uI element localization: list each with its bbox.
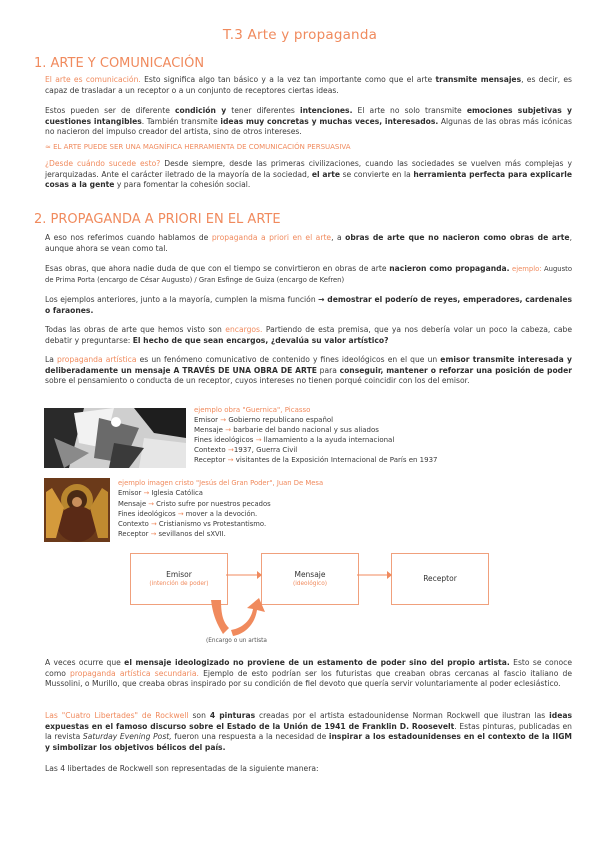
ex1-line — [194, 415, 437, 425]
ex1-line — [194, 455, 437, 465]
s1p2-a: Estos pueden ser de diferente — [45, 106, 175, 115]
ex1-key: Emisor — [194, 416, 221, 424]
s3p2-d: creadas por el artista estadounidense Norman Rockwell que ilustran las — [255, 711, 550, 720]
s3p1-c: Esto se conoce como — [45, 658, 572, 678]
s2p4-c: Partiendo de esta premisa, que ya nos debería volar un poco la cabeza, cabe debatir y preguntarse: — [45, 325, 572, 345]
s3-paragraph-3: Las 4 libertades de Rockwell son representadas de la siguiente manera: — [45, 764, 319, 773]
s1p1-a: El arte es comunicación. — [45, 75, 141, 84]
s2p5-f: conseguir, mantener o reforzar una posición de poder — [339, 365, 572, 375]
s1p4-f: y para fomentar la cohesión social. — [114, 180, 251, 190]
s2-paragraph-5 — [45, 355, 572, 387]
arrow-icon: → — [150, 530, 157, 539]
ex1-key: Fines ideológicos — [194, 436, 256, 444]
ex1-key: Receptor — [194, 456, 228, 464]
ex2-line — [118, 519, 323, 529]
arrow-icon: → — [227, 446, 234, 454]
page-title: T.3 Arte y propaganda — [222, 27, 378, 43]
s3p1-b: el mensaje ideologizado no proviene de un estamento de poder sino del propio artista. — [124, 658, 510, 667]
s2p3-a: Los ejemplos anteriores, junto a la mayoría, cumplen la misma función — [45, 295, 319, 304]
ex2-line — [118, 529, 323, 539]
s2-paragraph-3 — [45, 295, 572, 316]
s1-paragraph-4 — [45, 159, 572, 191]
s2p2-b: nacieron como propaganda. — [389, 264, 510, 273]
s2p5-a: La — [45, 355, 57, 364]
ex1-line — [194, 445, 437, 455]
s3-paragraph-2 — [45, 711, 572, 753]
s1p2-g: . También transmite — [141, 116, 221, 126]
s3p2-i: inspirar a los estadounidenses en el contexto de la IIGM y simbolizar los objetivos bélicos del país. — [45, 732, 572, 752]
ex2-value: Cristianismo vs Protestantismo. — [156, 520, 267, 529]
ex2-key: Mensaje — [118, 499, 149, 508]
ex2-value: mover a la devoción. — [183, 509, 258, 518]
s1p2-i: Algunas de las obras más icónicas no nacieron del impulso creador del artista, sino de otros intereses. — [45, 116, 572, 137]
ex2-line — [118, 488, 323, 498]
ex2-key: Fines ideológicos — [118, 509, 178, 518]
ex2-key: Contexto — [118, 520, 151, 529]
s2p4-a: Todas las obras de arte que hemos visto son — [45, 325, 226, 334]
s1p4-e: herramienta perfecta para explicarle cosas a la gente — [45, 169, 572, 190]
s1p1-d: , es decir, es capaz de trasladar a un receptor o a un conjunto de receptores ciertas ideas. — [45, 75, 572, 95]
ex1-key: Mensaje — [194, 426, 226, 434]
s3p2-b: son — [188, 711, 210, 720]
s1p2-c: tener diferentes — [226, 106, 300, 115]
s1p2-h: ideas muy concretas y muchas veces, interesados. — [220, 116, 439, 126]
diagram-receptor-box — [391, 553, 489, 605]
s1p1-b: Esto significa algo tan básico y a la vez tan importante como que el arte — [140, 75, 436, 84]
ex1-value: visitantes de la Exposición Internacional de París en 1937 — [233, 456, 438, 464]
ex2-value: sevillanos del sXVII. — [156, 530, 226, 539]
ex2-line — [118, 509, 323, 519]
s2p1-c: , a — [331, 233, 346, 242]
s2p5-g: sobre el pensamiento o conducta de un receptor, cuyos intereses no tienen porqué coincidir con los del emisor. — [45, 376, 470, 386]
ex2-key: Receptor — [118, 530, 151, 539]
diagram-emisor-sub: (intención de poder) — [149, 581, 209, 587]
s3p2-c: 4 pinturas — [209, 711, 256, 720]
s3-paragraph-1 — [45, 658, 572, 690]
s1p2-d: intenciones. — [299, 106, 353, 115]
diagram-mensaje-label: Mensaje — [294, 570, 326, 579]
example-jesus-title: ejemplo imagen cristo "Jesús del Gran Poder", Juan De Mesa — [118, 479, 324, 487]
ex1-value: Gobierno republicano español — [226, 416, 334, 424]
ex1-key: Contexto — [194, 446, 228, 454]
s1p4-d: se convierte en la — [340, 169, 414, 179]
jesus-gran-poder-image — [44, 478, 110, 542]
s2p3-b: → demostrar el poderío de reyes, emperadores, cardenales o faraones. — [45, 295, 573, 315]
arrow-icon: → — [255, 436, 262, 444]
s1p1-c: transmite mensajes — [435, 75, 522, 84]
s1p2-e: El arte no solo transmite — [352, 106, 467, 115]
ex1-value: 1937, Guerra Civil — [233, 446, 298, 454]
example-guernica — [194, 405, 437, 465]
s1p2-b: condición y — [174, 106, 227, 115]
s2-paragraph-1 — [45, 233, 572, 254]
ex2-value: Cristo sufre por nuestros pecados — [154, 499, 271, 508]
s2p5-c: es un fenómeno comunicativo de contenido y fines ideológicos en el que un — [136, 355, 441, 364]
example-guernica-title: ejemplo obra "Guernica", Picasso — [194, 406, 311, 414]
s2p5-e: para — [316, 365, 340, 375]
ex2-value: Iglesia Católica — [149, 489, 203, 498]
s3p2-e: ideas expuestas en el famoso discurso sobre el Estado de la Unión de 1941 de Franklin D. Roosevelt — [45, 711, 572, 731]
s3p2-a: Las "Cuatro Libertades" de Rockwell — [45, 711, 189, 720]
s2p1-d: obras de arte que no nacieron como obras de arte — [345, 233, 570, 242]
s2p5-d: emisor transmite interesada y deliberadamente un mensaje A TRAVÉS DE UNA OBRA DE ARTE — [45, 355, 572, 375]
diagram-receptor-label: Receptor — [423, 574, 457, 583]
arrow-icon: → — [148, 499, 154, 508]
section-1-heading: 1. ARTE Y COMUNICACIÓN — [34, 56, 205, 71]
diagram-mensaje-sub: (ideológico) — [292, 581, 328, 587]
s1-highlight-line: ≈ EL ARTE PUEDE SER UNA MAGNÍFICA HERRAMIENTA DE COMUNICACIÓN PERSUASIVA — [45, 143, 351, 151]
diagram-mensaje-box — [261, 553, 359, 605]
arrow-icon: → — [143, 489, 150, 498]
s2p2-d: Augusto de Prima Porta (encargo de César Augusto) / Gran Esfinge de Guiza (encargo de Kefren) — [45, 265, 572, 284]
ex1-value: llamamiento a la ayuda internacional — [261, 436, 395, 444]
s1p4-c: el arte — [311, 169, 341, 179]
s3p1-a: A veces ocurre que — [45, 658, 125, 667]
s2p5-b: propaganda artística — [57, 355, 137, 364]
example-jesus — [118, 478, 323, 540]
s3p1-e: Ejemplo de esto podrían ser los futuristas que creaban obras cercanas al fascio italiano de Mussolini, o Murillo, que creaba obras inspirado por su condición de fiel devoto que quería servir voluntariamente al poder eclesiástico. — [45, 668, 573, 689]
ex2-key: Emisor — [118, 489, 144, 498]
ex2-line — [118, 499, 323, 509]
diagram-arrow-2 — [357, 570, 392, 580]
s2p1-b: propaganda a priori en el arte — [211, 233, 332, 242]
guernica-image — [44, 408, 186, 468]
section-2-heading: 2. PROPAGANDA A PRIORI EN EL ARTE — [34, 212, 281, 227]
arrow-icon: → — [220, 416, 227, 424]
s1p2-f: emociones subjetivas y cuestiones intangibles — [45, 106, 573, 126]
arrow-icon: → — [227, 456, 234, 464]
s3p2-f: . Estas pinturas, publicadas en la revista — [45, 721, 572, 742]
s1p4-b: Desde siempre, desde las primeras civilizaciones, cuando las sociedades se vuelven más complejas y jerarquizadas. Ante el carácter iletrado de la mayoría de la sociedad, — [45, 159, 572, 179]
s1p4-a: ¿Desde cuándo sucede esto? — [45, 159, 161, 168]
diagram-encargo-label: (Encargo o un artista — [206, 638, 267, 644]
s2p2-a: Esas obras, que ahora nadie duda de que con el tiempo se convirtieron en obras de arte — [45, 264, 390, 273]
s3p2-g: Saturday Evening Post, — [82, 732, 172, 742]
arrow-icon: → — [225, 426, 232, 434]
s2p1-a: A eso nos referimos cuando hablamos de — [45, 233, 212, 242]
ex1-value: barbarie del bando nacional y sus aliados — [231, 426, 379, 434]
ex1-line — [194, 435, 437, 445]
diagram-arrow-1 — [226, 570, 262, 580]
arrow-icon: → — [177, 509, 184, 518]
s3p2-h: fueron una respuesta a la necesidad de — [171, 732, 329, 742]
arrow-icon: → — [150, 520, 157, 529]
s2-paragraph-4 — [45, 325, 572, 346]
s2p2-c: ejemplo: — [509, 265, 542, 273]
diagram-emisor-label: Emisor — [166, 570, 192, 579]
diagram-curved-arrows — [203, 598, 273, 638]
s2p4-d: El hecho de que sean encargos, ¿devalúa su valor artístico? — [132, 335, 389, 345]
s1-paragraph-1 — [45, 75, 572, 96]
s1-paragraph-2 — [45, 106, 572, 138]
s2p4-b: encargos. — [225, 325, 263, 334]
s3p1-d: propaganda artística secundaria. — [70, 668, 199, 678]
s2p1-e: , aunque ahora se vean como tal. — [45, 233, 573, 253]
s2-paragraph-2 — [45, 264, 572, 285]
ex1-line — [194, 425, 437, 435]
